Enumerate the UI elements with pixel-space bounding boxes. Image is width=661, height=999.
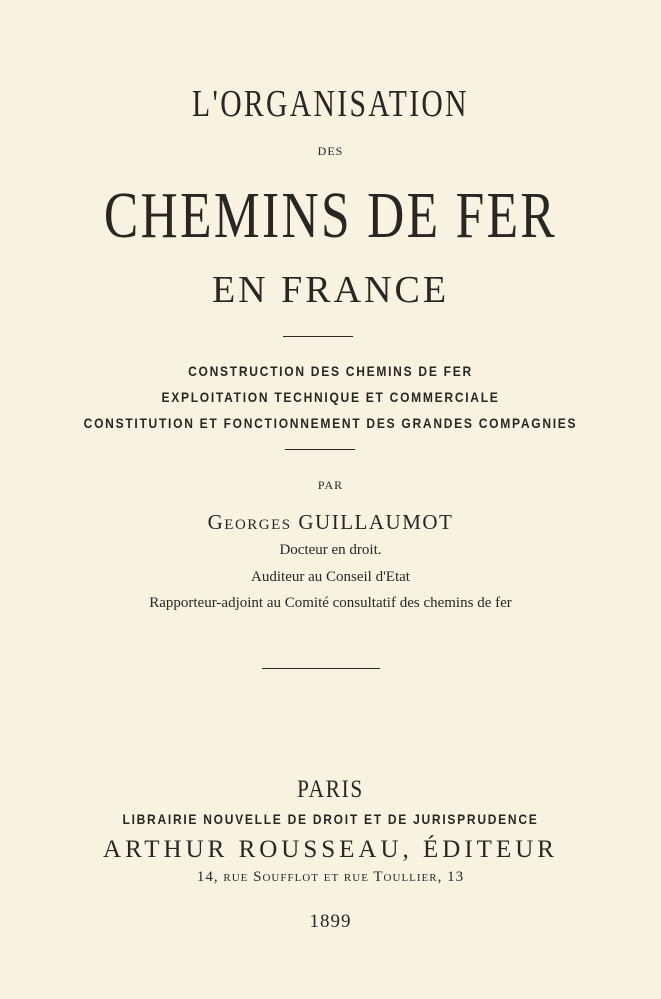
divider-rule-2 [285, 449, 355, 450]
author-credential-auditeur: Auditeur au Conseil d'Etat [251, 569, 410, 585]
publisher-city: PARIS [297, 776, 364, 803]
author-credential-rapporteur: Rapporteur-adjoint au Comité consultatif des chemins de fer [149, 595, 512, 611]
by-label: PAR [317, 478, 344, 492]
title-line-chemins-de-fer: CHEMINS DE FER [103, 179, 558, 252]
publication-year: 1899 [309, 911, 352, 932]
subtitle-constitution: CONSTITUTION ET FONCTIONNEMENT DES GRANDES COMPAGNIES [83, 415, 578, 431]
publisher-address: 14, rue Soufflot et rue Toullier, 13 [196, 869, 465, 885]
publisher-name: ARTHUR ROUSSEAU, ÉDITEUR [103, 836, 558, 863]
divider-rule-3 [262, 668, 380, 669]
divider-rule-1 [283, 336, 353, 337]
title-line-en-france: EN FRANCE [211, 269, 450, 311]
subtitle-construction: CONSTRUCTION DES CHEMINS DE FER [188, 363, 473, 379]
title-line-organisation: L'ORGANISATION [192, 83, 469, 125]
title-line-des: DES [317, 144, 344, 158]
author-credential-doctor: Docteur en droit. [279, 542, 382, 558]
publisher-library: LIBRAIRIE NOUVELLE DE DROIT ET DE JURISPRUDENCE [122, 811, 539, 827]
author-name: Georges GUILLAUMOT [207, 510, 454, 534]
subtitle-exploitation: EXPLOITATION TECHNIQUE ET COMMERCIALE [161, 389, 500, 405]
